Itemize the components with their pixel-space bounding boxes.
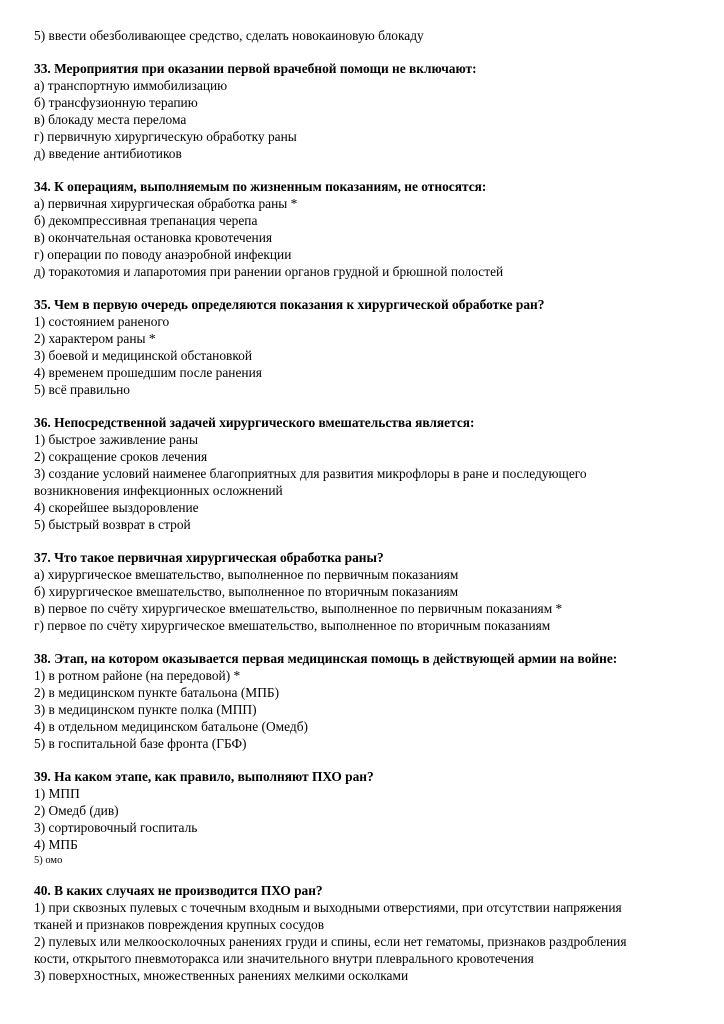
- question-35: [34, 297, 694, 398]
- answer-option: 1) быстрое заживление раны: [34, 432, 198, 448]
- question-title: 37. Что такое первичная хирургическая обработка раны?: [34, 550, 384, 566]
- answer-option: 2) сокращение сроков лечения: [34, 449, 208, 465]
- answer-option: 4) скорейшее выздоровление: [34, 499, 199, 515]
- answer-option: 3) сортировочный госпиталь: [34, 819, 198, 835]
- answer-option: 1) состоянием раненого: [34, 314, 170, 330]
- question-title: 33. Мероприятия при оказании первой врачебной помощи не включают:: [34, 61, 477, 77]
- answer-option: б) трансфузионную терапию: [34, 95, 198, 111]
- answer-option: в) окончательная остановка кровотечения: [34, 230, 273, 246]
- answer-option: а) транспортную иммобилизацию: [34, 78, 228, 94]
- answer-option-continuation: кости, открытого пневмоторакса или значительного внутри плеврального кровотечения: [34, 950, 534, 966]
- answer-option: 2) в медицинском пункте батальона (МПБ): [34, 684, 280, 700]
- question-36: [34, 415, 694, 533]
- answer-option: 5) омо: [34, 854, 63, 866]
- question-title: 34. К операциям, выполняемым по жизненным показаниям, не относятся:: [34, 179, 487, 195]
- answer-option-continuation: тканей и признаков повреждения крупных сосудов: [34, 916, 325, 932]
- answer-option: 1) МПП: [34, 785, 80, 801]
- question-34: [34, 179, 694, 280]
- question-title: 38. Этап, на котором оказывается первая медицинская помощь в действующей армии на войне:: [34, 651, 618, 667]
- answer-option: 1) в ротном районе (на передовой) *: [34, 668, 241, 683]
- answer-option: г) первичную хирургическую обработку раны: [34, 129, 297, 145]
- answer-option: д) введение антибиотиков: [34, 145, 182, 161]
- answer-option: 5) всё правильно: [34, 381, 130, 397]
- answer-option: 5) в госпитальной базе фронта (ГБФ): [34, 735, 247, 751]
- answer-option: в) блокаду места перелома: [34, 112, 187, 128]
- question-title: 40. В каких случаях не производится ПХО ран?: [34, 883, 323, 899]
- question-title: 35. Чем в первую очередь определяются показания к хирургической обработке ран?: [34, 297, 545, 313]
- answer-option: 3) боевой и медицинской обстановкой: [34, 348, 253, 363]
- answer-option: 5) быстрый возврат в строй: [34, 516, 191, 532]
- answer-option: б) хирургическое вмешательство, выполненное по вторичным показаниям: [34, 583, 459, 599]
- answer-option: а) хирургическое вмешательство, выполненное по первичным показаниям: [34, 566, 459, 582]
- answer-option: 4) в отдельном медицинском батальоне (Омедб): [34, 718, 308, 734]
- answer-option: д) торакотомия и лапаротомия при ранении органов грудной и брюшной полостей: [34, 263, 504, 279]
- answer-option: 3) создание условий наименее благоприятных для развития микрофлоры в ране и последующего: [34, 465, 587, 481]
- answer-option: в) первое по счёту хирургическое вмешательство, выполненное по первичным показаниям *: [34, 600, 563, 616]
- answer-option: 2) характером раны *: [34, 331, 156, 347]
- answer-option: 1) при сквозных пулевых с точечным входным и выходными отверстиями, при отсутствии напряжения: [34, 899, 622, 915]
- question-40: [34, 883, 694, 984]
- question-title: 39. На каком этапе, как правило, выполняют ПХО ран?: [34, 769, 374, 785]
- answer-option: 2) пулевых или мелкоосколочных ранениях груди и спины, если нет гематомы, признаков раздробления: [34, 933, 627, 949]
- intro-line: 5) ввести обезболивающее средство, сделать новокаиновую блокаду: [34, 28, 424, 43]
- answer-option: 4) МПБ: [34, 836, 78, 852]
- answer-option: г) первое по счёту хирургическое вмешательство, выполненное по вторичным показаниям: [34, 617, 551, 633]
- answer-option: 3) в медицинском пункте полка (МПП): [34, 701, 257, 717]
- answer-option: а) первичная хирургическая обработка раны *: [34, 196, 298, 212]
- answer-option: 2) Омедб (див): [34, 802, 119, 818]
- document-page: [34, 28, 694, 985]
- question-37: [34, 550, 694, 635]
- answer-option: 3) поверхностных, множественных ранениях мелкими осколками: [34, 967, 409, 983]
- question-title: 36. Непосредственной задачей хирургического вмешательства является:: [34, 415, 475, 431]
- question-38: [34, 651, 694, 752]
- question-39: [34, 769, 694, 867]
- answer-option: г) операции по поводу анаэробной инфекции: [34, 246, 292, 262]
- answer-option: б) декомпрессивная трепанация черепа: [34, 213, 258, 229]
- answer-option-continuation: возникновения инфекционных осложнений: [34, 482, 283, 498]
- question-33: [34, 61, 694, 162]
- answer-option: 4) временем прошедшим после ранения: [34, 364, 262, 380]
